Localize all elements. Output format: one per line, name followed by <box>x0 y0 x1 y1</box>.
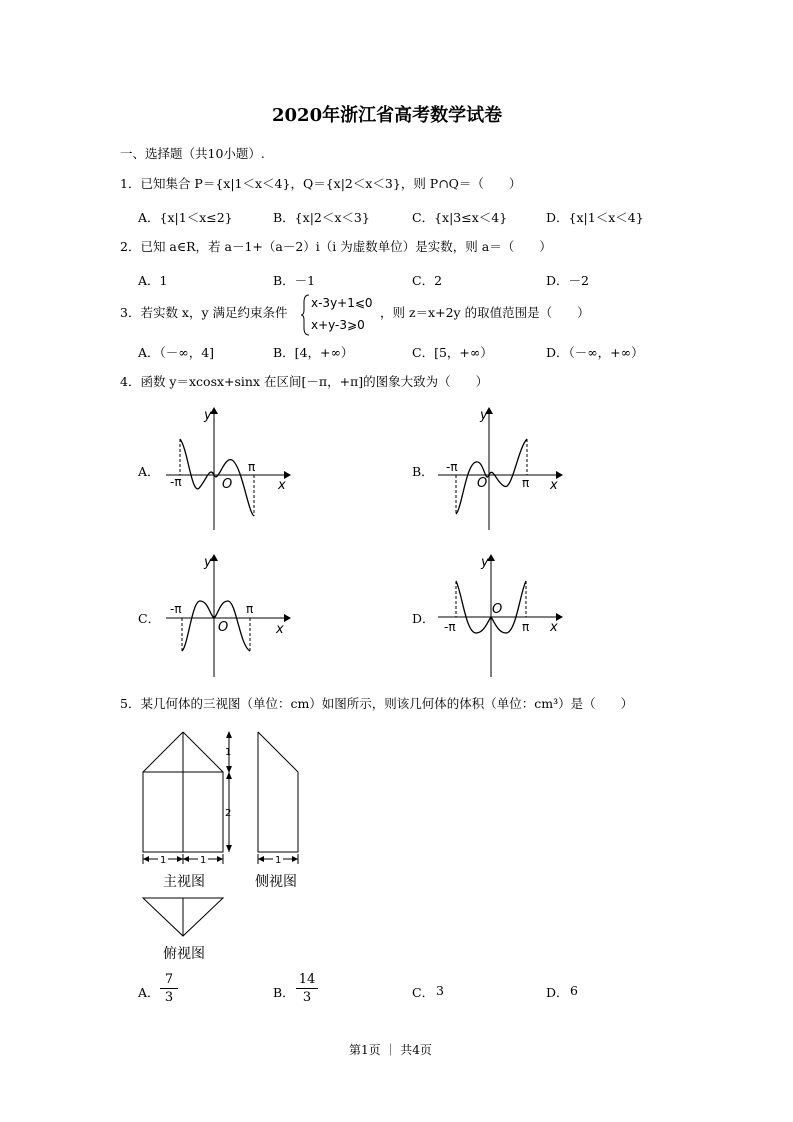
q2-option-a[interactable]: A．1 <box>138 273 168 288</box>
q3-option-d[interactable]: D．（－∞，+∞） <box>546 345 644 360</box>
q4a-y-label: y <box>204 408 212 423</box>
q3-option-b[interactable]: B．[4，+∞） <box>273 345 354 360</box>
question-3-stem-post: ，则 z＝x+2y 的取值范围是（ ） <box>380 305 590 320</box>
top-view-label: 俯视图 <box>163 946 205 962</box>
top-view <box>143 898 223 936</box>
q4d-y-label: y <box>481 555 489 570</box>
q5-option-c-label[interactable]: C． <box>412 985 435 1000</box>
q4d-pi: π <box>522 620 530 634</box>
q4b-origin: O <box>477 476 488 491</box>
question-3-stem-pre: 3．若实数 x，y 满足约束条件 <box>120 305 288 320</box>
q4c-neg-pi: -π <box>170 602 182 616</box>
q4-graph-d[interactable] <box>432 551 564 679</box>
q5b-numerator: 14 <box>298 972 316 987</box>
q4d-neg-pi: -π <box>444 620 456 634</box>
q4-option-a-label[interactable]: A． <box>138 464 160 479</box>
brace-icon <box>300 294 310 336</box>
q4b-neg-pi: -π <box>446 460 458 474</box>
question-2-stem: 2．已知 a∈R，若 a－1+（a－2）i（i 为虚数单位）是实数，则 a＝（ ） <box>120 239 552 254</box>
side-view-label: 侧视图 <box>255 874 297 890</box>
dim-height-1: 1 <box>225 747 232 758</box>
question-4-stem: 4．函数 y＝xcosx+sinx 在区间[－π，+π]的图象大致为（ ） <box>120 374 489 389</box>
q2-option-d[interactable]: D．－2 <box>546 273 589 288</box>
q1-option-d[interactable]: D．{x|1＜x＜4} <box>546 210 644 225</box>
q4a-x-label: x <box>278 478 286 493</box>
front-view-label: 主视图 <box>163 874 205 890</box>
q5a-numerator: 7 <box>164 972 174 987</box>
q4-graph-c[interactable] <box>160 551 292 679</box>
q5-option-b-fraction[interactable] <box>296 972 318 1005</box>
q4-option-c-label[interactable]: C． <box>138 611 161 626</box>
q4b-x-label: x <box>550 478 558 493</box>
q2-option-c[interactable]: C．2 <box>412 273 443 288</box>
dim-height-2: 2 <box>225 808 232 819</box>
q4a-origin: O <box>222 477 233 492</box>
question-1-stem: 1．已知集合 P＝{x|1＜x＜4}，Q＝{x|2＜x＜3}，则 P∩Q＝（ ） <box>120 176 522 191</box>
dim-side-width: 1 <box>275 855 282 866</box>
question-5-stem: 5．某几何体的三视图（单位：cm）如图所示，则该几何体的体积（单位：cm³）是（ ） <box>120 696 634 711</box>
front-view <box>143 731 232 866</box>
q5-option-b-label[interactable]: B． <box>273 985 295 1000</box>
page-footer: 第1页 ｜ 共4页 <box>349 1043 432 1057</box>
side-view <box>258 732 298 866</box>
q1-option-c[interactable]: C．{x|3≤x＜4} <box>412 210 508 225</box>
q4c-origin: O <box>218 620 229 635</box>
q4-option-b-label[interactable]: B． <box>412 464 434 479</box>
q4a-neg-pi: -π <box>170 475 182 489</box>
q4d-x-label: x <box>550 620 558 635</box>
q5-option-c-value[interactable]: 3 <box>436 983 444 998</box>
q3-option-c[interactable]: C．[5，+∞） <box>412 345 493 360</box>
q3-condition-1: x-3y+1⩽0 <box>311 296 373 310</box>
q5a-denominator: 3 <box>164 990 174 1005</box>
dim-width-1b: 1 <box>200 855 207 866</box>
q4c-pi: π <box>246 602 254 616</box>
q4a-pi: π <box>248 460 256 474</box>
q5-option-a-label[interactable]: A． <box>138 985 160 1000</box>
dim-width-1a: 1 <box>160 855 167 866</box>
three-view-drawing <box>135 722 315 972</box>
section-heading: 一、选择题（共10小题）. <box>120 146 265 161</box>
q5b-denominator: 3 <box>302 990 312 1005</box>
q4b-y-label: y <box>480 408 488 423</box>
q1-option-a[interactable]: A．{x|1＜x≤2} <box>138 210 233 225</box>
q5-option-a-fraction[interactable] <box>160 972 178 1005</box>
q4d-origin: O <box>492 602 503 617</box>
q5-option-d-label[interactable]: D． <box>546 985 569 1000</box>
q5-option-d-value[interactable]: 6 <box>570 983 578 998</box>
page-title: 2020年浙江省高考数学试卷 <box>272 105 503 126</box>
q4c-x-label: x <box>276 622 284 637</box>
q3-option-a[interactable]: A．（－∞，4] <box>138 345 215 360</box>
q4-graph-a[interactable] <box>160 404 292 532</box>
q1-option-b[interactable]: B．{x|2＜x＜3} <box>273 210 370 225</box>
q4b-pi: π <box>522 476 530 490</box>
q4c-y-label: y <box>204 555 212 570</box>
q2-option-b[interactable]: B．－1 <box>273 273 316 288</box>
q4-option-d-label[interactable]: D． <box>412 611 435 626</box>
q4-graph-b[interactable] <box>432 404 564 532</box>
q3-condition-2: x+y-3⩾0 <box>311 318 365 332</box>
